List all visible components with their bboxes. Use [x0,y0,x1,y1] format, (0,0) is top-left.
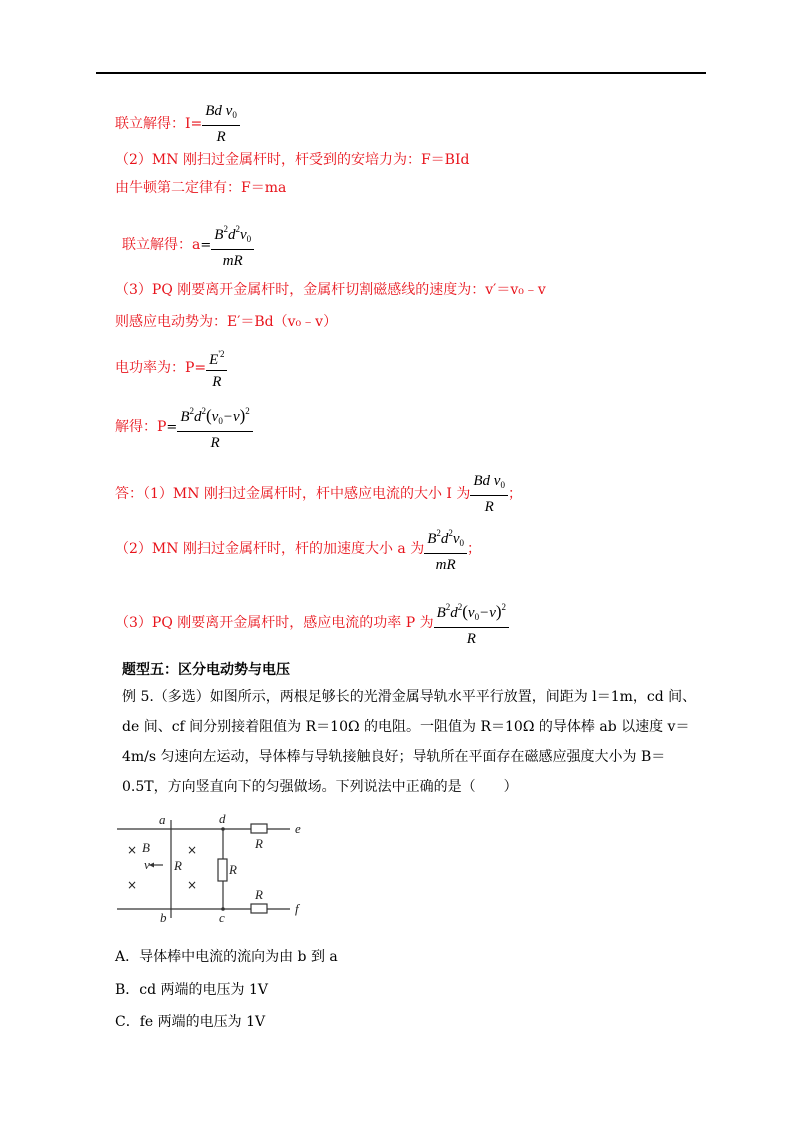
fraction-current: $\frac{Bd v_0}{R}$ [202,102,240,146]
answer-1: 答：（1）MN 刚扫过金属杆时，杆中感应电流的大小 I 为 $\frac{Bd v_0}{R}$ ； [115,473,522,515]
solution-line-ampere-force: （2）MN 刚扫过金属杆时，杆受到的安培力为：F＝BId [115,152,470,168]
fraction-power-result: $\frac{B^2d^2(v_0-v)^2}{R}$ [177,402,252,452]
solution-line-power-formula: 电功率为：P= $\frac{E^{'2}}{R}$ [115,345,227,391]
solution-line-acceleration: 联立解得：a= $\frac{B^2d^2v_0}{mR}$ [122,220,254,270]
header-rule [96,72,706,74]
label-d: d [219,812,226,826]
option-a: A．导体棒中电流的流向为由 b 到 a [115,949,338,965]
fraction-acceleration: $\frac{B^2d^2v_0}{mR}$ [211,220,254,270]
resistor-de [251,824,267,833]
solution-line-power-result: 解得：P= $\frac{B^2d^2(v_0-v)^2}{R}$ [115,402,253,452]
label-R-de: R [255,836,263,851]
label-R-cf: R [255,887,263,902]
fraction-power: $\frac{E^{'2}}{R}$ [206,345,227,391]
label-B: B [142,840,150,855]
resistor-cd [218,859,227,881]
example-text: 例 5.（多选）如图所示，两根足够长的光滑金属导轨水平平行放置，间距为 l＝1m，cd 间、de 间、cf 间分别接着阻值为 R＝10Ω 的电阻。一阻值为 R＝10Ω 的导体棒 ab 以速度 v＝4m/s 匀速向左运动，导体棒与导轨接触良好；导轨所在平面存在磁感应强度大小为 B＝0.5T，方向竖直向下的匀强做场。下列说法中正确的是（ ） [122,689,697,795]
circuit-diagram [115,812,315,922]
label-v: v [144,857,150,872]
answer-2: （2）MN 刚扫过金属杆时，杆的加速度大小 a 为 $\frac{B^2d^2v_0}{mR}$ ； [115,524,481,574]
solution-line-current: 联立解得：I= $\frac{Bd v_0}{R}$ [115,102,240,146]
cross-mark: × [127,878,138,892]
solution-line-newton: 由牛顿第二定律有：F＝ma [115,180,287,196]
label-e: e [295,821,301,836]
label-f: f [295,901,299,916]
answer-3: （3）PQ 刚要离开金属杆时，感应电流的功率 P 为 $\frac{B^2d^2(v_0-v)^2}{R}$ [115,598,509,648]
label-a: a [159,812,166,827]
solution-line-velocity: （3）PQ 刚要离开金属杆时，金属杆切割磁感线的速度为：v′＝v₀﹣v [115,282,546,298]
resistor-cf [251,904,267,913]
label-R-cd: R [229,862,237,877]
cross-mark: × [127,843,138,857]
cross-mark: × [187,843,198,857]
solution-line-emf: 则感应电动势为：E′＝Bd（v₀﹣v） [115,314,338,330]
label-b: b [160,910,167,922]
option-c: C．fe 两端的电压为 1V [115,1014,266,1030]
option-b: B．cd 两端的电压为 1V [115,982,269,998]
section-title: 题型五：区分电动势与电压 [122,662,290,678]
label-c: c [219,910,225,922]
label-R-rod: R [174,858,182,873]
cross-mark: × [187,878,198,892]
